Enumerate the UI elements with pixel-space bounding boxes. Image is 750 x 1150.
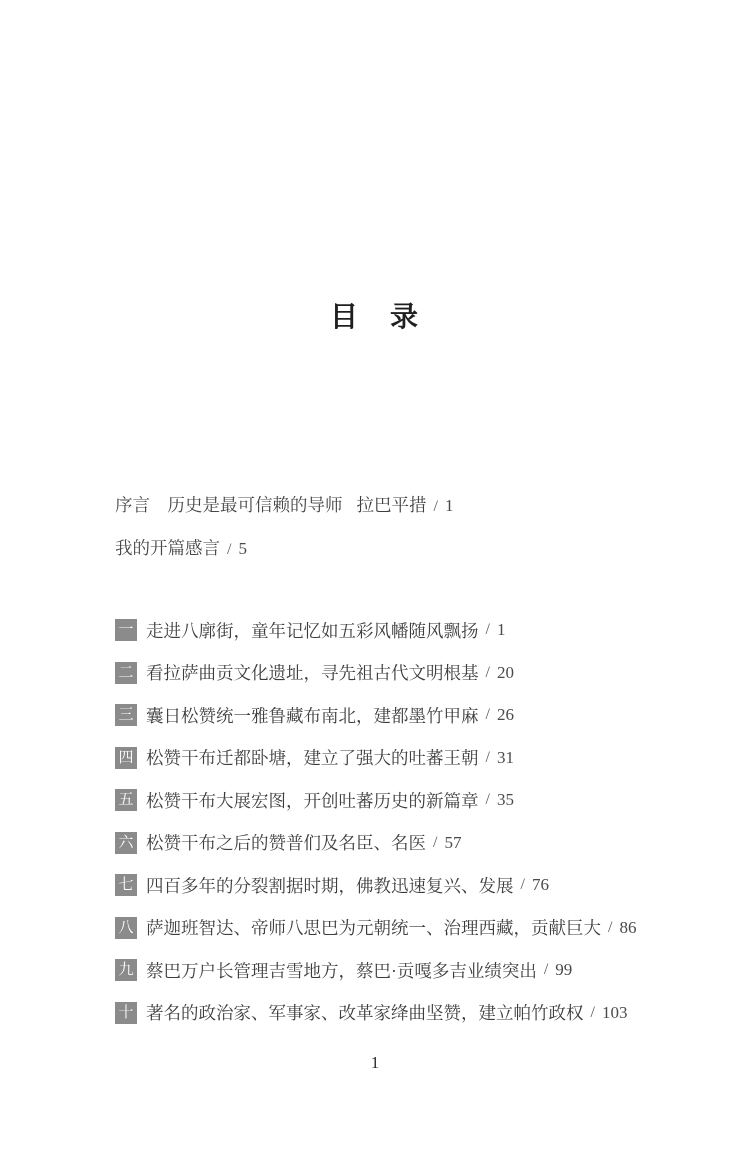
chapter-number-badge: 九	[115, 959, 137, 981]
toc-entry	[115, 1002, 636, 1024]
page-title: 目 录	[329, 302, 420, 333]
chapter-title: 松赞干布之后的赞普们及名臣、名医	[146, 833, 426, 853]
toc-entry	[115, 874, 636, 896]
chapter-number-badge: 六	[115, 832, 137, 854]
page-separator: /	[485, 621, 490, 638]
preface-page-number: 5	[238, 539, 247, 558]
page-separator: /	[520, 876, 525, 893]
toc-entry	[115, 959, 636, 981]
chapter-title: 四百多年的分裂割据时期，佛教迅速复兴、发展	[146, 875, 514, 896]
preface-entry	[115, 537, 453, 559]
chapter-page-number: 103	[601, 1002, 628, 1022]
chapter-title: 著名的政治家、军事家、改革家绛曲坚赞，建立帕竹政权	[146, 1003, 584, 1023]
page-separator: /	[485, 791, 490, 808]
chapter-page-number: 20	[496, 662, 514, 682]
toc-entry	[115, 917, 636, 939]
chapter-title: 松赞干布大展宏图，开创吐蕃历史的新篇章	[146, 790, 479, 811]
preface-page-number: 1	[444, 496, 454, 515]
toc-entry	[115, 619, 636, 641]
chapter-number-badge: 二	[115, 662, 137, 684]
chapter-number-badge: 一	[115, 619, 137, 641]
chapter-page-number: 57	[444, 832, 462, 852]
page-separator: /	[608, 918, 613, 936]
chapter-number-badge: 八	[115, 917, 137, 939]
page-separator: /	[433, 498, 438, 515]
chapter-page-number: 26	[496, 705, 514, 724]
chapter-list	[115, 619, 636, 1044]
toc-entry	[115, 789, 636, 811]
preface-entry	[115, 494, 453, 516]
chapter-title: 松赞干布迁都卧塘，建立了强大的吐蕃王朝	[146, 748, 479, 768]
chapter-page-number: 76	[531, 875, 549, 894]
chapter-page-number: 99	[555, 960, 573, 979]
preface-title: 我的开篇感言	[115, 538, 220, 558]
page-separator: /	[433, 833, 438, 851]
chapter-page-number: 1	[496, 620, 506, 639]
preface-section	[115, 494, 453, 580]
toc-entry	[115, 747, 636, 769]
folio-page-number: 1	[370, 1053, 380, 1072]
chapter-title: 囊日松赞统一雅鲁藏布南北，建都墨竹甲麻	[146, 705, 479, 726]
page-separator: /	[543, 961, 549, 978]
chapter-title: 走进八廓街，童年记忆如五彩风幡随风飘扬	[146, 620, 479, 641]
chapter-page-number: 86	[619, 917, 637, 937]
page-separator: /	[485, 748, 490, 766]
chapter-number-badge: 七	[115, 874, 137, 896]
chapter-page-number: 31	[496, 747, 514, 767]
toc-entry	[115, 662, 636, 684]
chapter-number-badge: 十	[115, 1002, 137, 1024]
chapter-number-badge: 三	[115, 704, 137, 726]
chapter-title: 蔡巴万户长管理吉雪地方，蔡巴·贡嘎多吉业绩突出	[146, 960, 537, 981]
page-separator: /	[227, 541, 232, 558]
preface-author: 拉巴平措	[356, 495, 427, 515]
preface-label: 序言	[115, 495, 150, 515]
preface-title: 历史是最可信赖的导师	[167, 495, 343, 515]
page-separator: /	[485, 706, 490, 723]
chapter-title: 看拉萨曲贡文化遗址，寻先祖古代文明根基	[146, 663, 479, 683]
page-separator: /	[485, 663, 490, 681]
chapter-number-badge: 五	[115, 789, 137, 811]
toc-entry	[115, 704, 636, 726]
chapter-page-number: 35	[496, 790, 514, 809]
toc-entry	[115, 832, 636, 854]
chapter-number-badge: 四	[115, 747, 137, 769]
page-separator: /	[590, 1003, 595, 1021]
chapter-title: 萨迦班智达、帝师八思巴为元朝统一、治理西藏，贡献巨大	[146, 918, 601, 938]
